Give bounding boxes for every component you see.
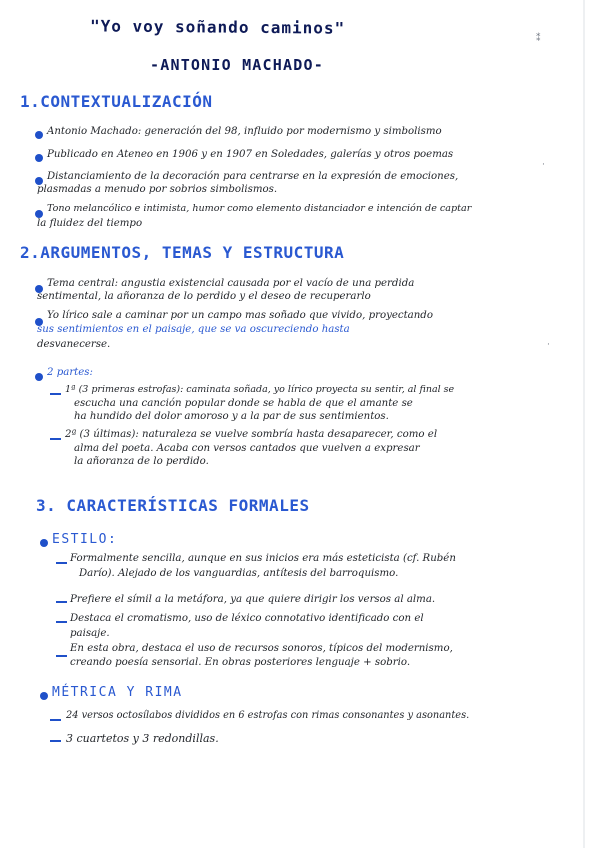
section-heading-3: 3. CARACTERÍSTICAS FORMALES <box>36 496 310 515</box>
structure-label: 2 partes: <box>47 367 93 378</box>
context-line-3a: Distanciamiento de la decoración para centrarse en la expresión de emociones, <box>47 171 459 182</box>
part-2-line-a: 2ª (3 últimas): naturaleza se vuelve sombría hasta desaparecer, como el <box>65 429 438 440</box>
part-2-line-b: alma del poeta. Acaba con versos cantados que vuelven a expresar <box>74 443 420 454</box>
style-line-4b: creando poesía sensorial. En obras posteriores lenguaje + sobrio. <box>70 657 411 668</box>
section-heading-2: 2.ARGUMENTOS, TEMAS Y ESTRUCTURA <box>20 243 345 262</box>
part-1-line-c: ha hundido del dolor amoroso y a la par de sus sentimientos. <box>74 411 389 422</box>
bullet-dot <box>35 210 43 218</box>
metrics-heading: MÉTRICA Y RIMA <box>52 685 183 700</box>
style-heading: ESTILO: <box>52 532 118 547</box>
bullet-dot <box>40 692 48 700</box>
dash-marker <box>56 601 67 603</box>
context-line-3b: plasmadas a menudo por sobrios simbolismos. <box>37 184 278 195</box>
style-line-3a: Destaca el cromatismo, uso de léxico connotativo identificado con el <box>70 613 424 624</box>
dash-marker <box>50 740 61 742</box>
metrics-line-2: 3 cuartetos y 3 redondillas. <box>66 732 219 745</box>
theme-line-1a: Tema central: angustia existencial causada por el vacío de una perdida <box>47 278 415 289</box>
bullet-dot <box>35 131 43 139</box>
context-line-4a: Tono melancólico e intimista, humor como elemento distanciador e intención de captar <box>47 203 472 214</box>
poem-title: "Yo voy soñando caminos" <box>89 16 346 38</box>
bullet-dot <box>40 539 48 547</box>
section-heading-1: 1.CONTEXTUALIZACIÓN <box>20 92 213 111</box>
part-2-line-c: la añoranza de lo perdido. <box>74 456 209 467</box>
margin-mark: · <box>547 340 550 350</box>
context-line-1: Antonio Machado: generación del 98, influido por modernismo y simbolismo <box>47 126 442 137</box>
theme-line-1b: sentimental, la añoranza de lo perdido y el deseo de recuperarlo <box>37 291 371 302</box>
dash-marker <box>50 438 61 440</box>
dash-marker <box>56 655 67 657</box>
margin-mark: · <box>542 160 545 170</box>
theme-line-2c: desvanecerse. <box>37 339 111 350</box>
style-line-1b: Darío). Alejado de los vanguardias, antítesis del barroquismo. <box>79 568 399 579</box>
style-line-4a: En esta obra, destaca el uso de recursos sonoros, típicos del modernismo, <box>70 643 453 654</box>
dash-marker <box>50 393 61 395</box>
metrics-line-1: 24 versos octosílabos divididos en 6 estrofas con rimas consonantes y asonantes. <box>66 710 470 721</box>
style-line-2: Prefiere el símil a la metáfora, ya que quiere dirigir los versos al alma. <box>70 594 436 605</box>
part-1-line-a: 1ª (3 primeras estrofas): caminata soñada, yo lírico proyecta su sentir, al final se <box>65 384 455 395</box>
author-name: -ANTONIO MACHADO- <box>150 56 324 74</box>
dash-marker <box>56 621 67 623</box>
dash-marker <box>50 719 61 721</box>
margin-mark: ⁑ <box>536 34 541 44</box>
theme-line-2a: Yo lírico sale a caminar por un campo mas soñado que vivido, proyectando <box>47 310 433 321</box>
style-line-1a: Formalmente sencilla, aunque en sus inicios era más esteticista (cf. Rubén <box>70 553 456 564</box>
theme-line-2b: sus sentimientos en el paisaje, que se va oscureciendo hasta <box>37 324 350 335</box>
style-line-3b: paisaje. <box>70 628 110 639</box>
bullet-dot <box>35 373 43 381</box>
bullet-dot <box>35 154 43 162</box>
dash-marker <box>56 562 67 564</box>
context-line-4b: la fluidez del tiempo <box>37 218 143 229</box>
context-line-2: Publicado en Ateneo en 1906 y en 1907 en Soledades, galerías y otros poemas <box>47 149 454 160</box>
part-1-line-b: escucha una canción popular donde se habla de que el amante se <box>74 398 413 409</box>
page-edge <box>583 0 585 848</box>
